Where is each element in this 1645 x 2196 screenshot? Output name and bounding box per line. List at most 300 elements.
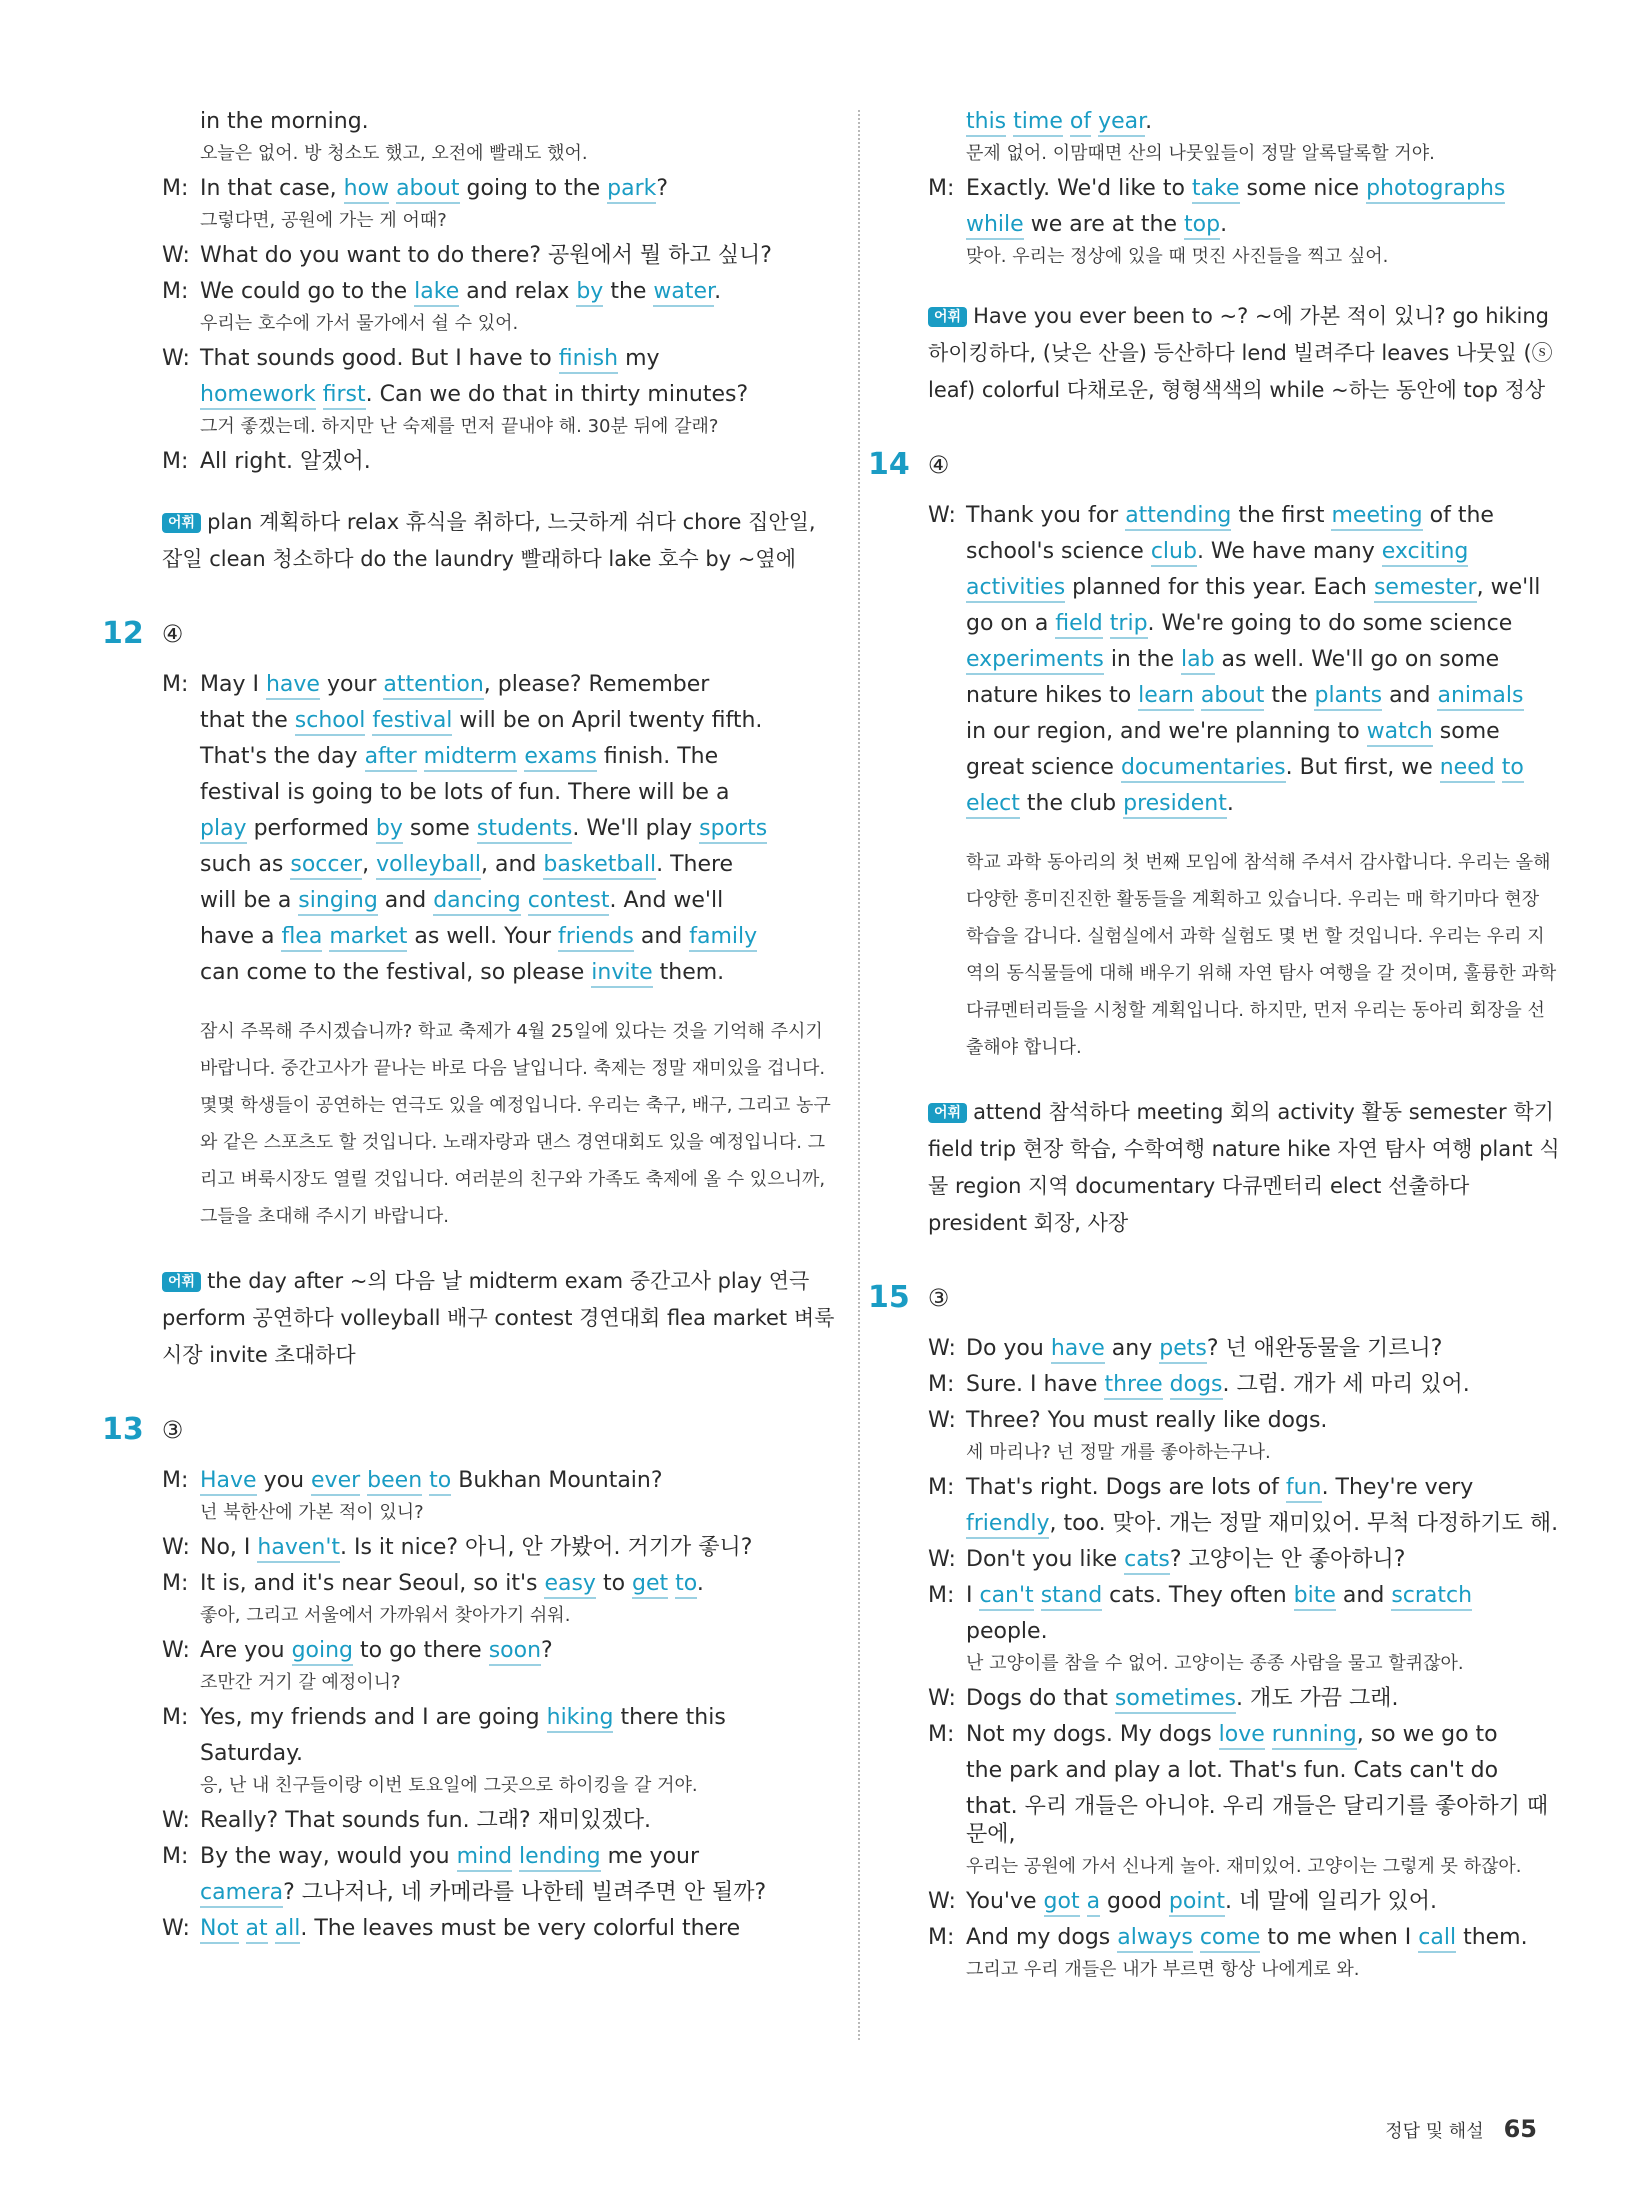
dialog-line: M: In that case, how about going to the park? [162, 175, 842, 203]
dialog-line [162, 743, 842, 771]
blank-answer: to [1502, 755, 1524, 783]
blank-answer: dogs [1170, 1372, 1223, 1400]
text-run: the park and play a lot. That's fun. Cats can't do [966, 1758, 1499, 1783]
text-run: go on a [966, 611, 1056, 636]
blank-answer: fun [1286, 1475, 1322, 1503]
blank-answer: flea [281, 924, 322, 952]
question-header [868, 447, 1560, 482]
korean-translation: 학교 과학 동아리의 첫 번째 모임에 참석해 주셔서 감사합니다. 우리는 올해 다양한 흥미진진한 활동들을 계획하고 있습니다. 우리는 매 학기마다 현장 학습을 갑니다. 실험실에서 과학 실험도 몇 번 할 것입니다. 우리는 우리 지역의 동식물들에 대해 배우기 위해 자연 탐사 여행을 갈 것이며, 훌륭한 과학 다큐멘터리들을 시청할 계획입니다. 하지만, 먼저 우리는 동아리 회장을 선출해야 합니다. [966, 852, 1557, 1058]
text-run: performed [246, 816, 376, 841]
dialog-line: W: That sounds good. But I have to finish my [162, 345, 842, 373]
text-run: Saturday. [200, 1741, 303, 1766]
text-run: . [1226, 791, 1234, 816]
text-run: school's science [966, 539, 1151, 564]
text-run: . 네 말에 일리가 있어. [1225, 1889, 1437, 1914]
blank-answer: documentaries [1121, 755, 1286, 783]
blank-answer: sometimes [1115, 1686, 1236, 1714]
korean-translation: 우리는 공원에 가서 신나게 놀아. 재미있어. 고양이는 그렇게 못 하잖아. [966, 1856, 1522, 1877]
blank-answer: top [1184, 212, 1220, 240]
speaker-label: W: [928, 1889, 956, 1914]
dialog-line [162, 671, 842, 699]
blank-answer: dancing [433, 888, 521, 916]
blank-answer: always [1117, 1925, 1193, 1953]
speaker-label: W: [162, 243, 190, 268]
blank-answer: three [1104, 1372, 1162, 1400]
korean-translation: 맞아. 우리는 정상에 있을 때 멋진 사진들을 찍고 싶어. [966, 246, 1389, 267]
blank-answer: family [689, 924, 757, 952]
speaker-label: M: [928, 1925, 955, 1950]
question-header [102, 1412, 842, 1447]
blank-answer: year [1098, 109, 1145, 137]
vocab-box: 어휘 attend 참석하다 meeting 회의 activity 활동 semester 학기 field trip 현장 학습, 수학여행 nature hike 자연 탐사 여행 plant 식물 region 지역 documentary 다큐멘터리 elect 선출하다 president 회장, 사장 [928, 1100, 1560, 1235]
dialog-line [162, 1534, 842, 1562]
text-run: that. 우리 개들은 아니야. 우리 개들은 달리기를 좋아하기 때문에, [966, 1794, 1549, 1847]
question-number: 13 [102, 1412, 144, 1447]
dialog-line [928, 1757, 1560, 1785]
text-run: Really? That sounds fun. 그래? 재미있겠다. [200, 1808, 651, 1833]
text-run: some [402, 816, 477, 841]
text-run: some [1432, 719, 1500, 744]
blank-answer: come [1200, 1925, 1261, 1953]
blank-answer: attending [1125, 503, 1231, 531]
blank-answer: homework [200, 382, 316, 410]
blank-answer: finish [559, 346, 618, 374]
blank-answer: get [632, 1571, 668, 1599]
blank-answer: animals [1437, 683, 1523, 711]
text-run [1163, 1372, 1170, 1397]
dialog-line: homework first. Can we do that in thirty minutes? [162, 381, 842, 409]
dialog-line [162, 887, 842, 915]
text-run: May I [200, 672, 266, 697]
vocab-tag: 어휘 [162, 1272, 201, 1292]
text-run: , and [481, 852, 544, 877]
text-run [1265, 1722, 1272, 1747]
dialog-line [928, 646, 1560, 674]
blank-answer: point [1169, 1889, 1225, 1917]
page-number: 65 [1503, 2115, 1537, 2143]
text-run: , we'll [1476, 575, 1541, 600]
speaker-label: M: [162, 1844, 189, 1869]
text-run [1080, 1889, 1087, 1914]
text-run: . And we'll [609, 888, 724, 913]
text-run: . 그럼. 개가 세 마리 있어. [1222, 1372, 1470, 1397]
vocab-box: 어휘 plan 계획하다 relax 휴식을 취하다, 느긋하게 쉬다 chore 집안일, 잡일 clean 청소하다 do the laundry 빨래하다 lake 호수 by ~옆에 [162, 510, 816, 571]
text-run: finish. The [596, 744, 719, 769]
blank-answer: Have [200, 1468, 257, 1496]
blank-answer: market [329, 924, 407, 952]
blank-answer: pets [1159, 1336, 1207, 1364]
blank-answer: can't [979, 1583, 1033, 1611]
dialog-line [162, 1879, 842, 1907]
text-run: Yes, my friends and I are going [200, 1705, 547, 1730]
text-run: It is, and it's near Seoul, so it's [200, 1571, 545, 1596]
blank-answer: club [1151, 539, 1197, 567]
blank-answer: by [376, 816, 403, 844]
blank-answer: students [477, 816, 573, 844]
text-run: the [1264, 683, 1315, 708]
korean-translation: 문제 없어. 이맘때면 산의 나뭇잎들이 정말 알록달록할 거야. [966, 143, 1435, 164]
text-run: . There [656, 852, 734, 877]
text-run: have a [200, 924, 282, 949]
text-run: the first [1231, 503, 1332, 528]
text-run: , please? Remember [483, 672, 710, 697]
blank-answer: lending [519, 1844, 601, 1872]
blank-answer: elect [966, 791, 1020, 819]
text-run: . We have many [1196, 539, 1382, 564]
korean-translation: 난 고양이를 참을 수 없어. 고양이는 종종 사람을 물고 할퀴잖아. [966, 1653, 1464, 1674]
text-run: . They're very [1321, 1475, 1474, 1500]
dialog-line [162, 707, 842, 735]
blank-answer: going [292, 1638, 353, 1666]
dialog-line [162, 959, 842, 987]
text-run: . But first, we [1285, 755, 1440, 780]
text-run: , [362, 852, 377, 877]
korean-translation: 응, 난 내 친구들이랑 이번 토요일에 그곳으로 하이킹을 갈 거야. [200, 1775, 698, 1796]
blank-answer: to [675, 1571, 697, 1599]
text-run: any [1104, 1336, 1160, 1361]
speaker-label: W: [162, 1916, 190, 1941]
speaker-label: M: [928, 1372, 955, 1397]
blank-answer: been [367, 1468, 422, 1496]
text-run: in the [1103, 647, 1181, 672]
dialog-line [162, 1807, 842, 1835]
blank-answer: have [1051, 1336, 1105, 1364]
text-run: Three? You must really like dogs. [966, 1408, 1328, 1433]
dialog-line [928, 682, 1560, 710]
blank-answer: experiments [966, 647, 1104, 675]
vocab-tag: 어휘 [928, 1103, 967, 1123]
text-run: and [633, 924, 690, 949]
text-run: to me when I [1260, 1925, 1419, 1950]
dialog-line [928, 1407, 1560, 1435]
text-run [1193, 1925, 1200, 1950]
text-run: Thank you for [966, 503, 1126, 528]
blank-answer: volleyball [376, 852, 481, 880]
question-header [868, 1280, 1560, 1315]
dialog-block [928, 1335, 1560, 1983]
speaker-label: M: [162, 176, 189, 201]
dialog-line [928, 1888, 1560, 1916]
speech-block [928, 502, 1560, 818]
text-run: in our region, and we're planning to [966, 719, 1367, 744]
blank-answer: midterm [424, 744, 518, 772]
blank-answer: need [1440, 755, 1495, 783]
dialog-line [162, 1915, 842, 1943]
text-run: me your [600, 1844, 700, 1869]
blank-answer: about [396, 176, 459, 204]
text-run [239, 1916, 246, 1941]
speaker-label: M: [162, 1705, 189, 1730]
text-run: festival is going to be lots of fun. There will be a [200, 780, 730, 805]
blank-answer: Not [200, 1916, 239, 1944]
korean-translation: 그렇다면, 공원에 가는 게 어때? [200, 210, 447, 231]
korean-translation: 그거 좋겠는데. 하지만 난 숙제를 먼저 끝내야 해. 30분 뒤에 갈래? [200, 416, 719, 437]
blank-answer: meeting [1331, 503, 1422, 531]
blank-answer: bite [1294, 1583, 1336, 1611]
speech-block [162, 671, 842, 987]
dialog-line [928, 502, 1560, 530]
left-column [102, 108, 842, 1951]
dialog-line [162, 815, 842, 843]
text-run: . We'll play [572, 816, 700, 841]
text-run: can come to the festival, so please [200, 960, 592, 985]
speaker-label: M: [928, 176, 955, 201]
dialog-line [928, 610, 1560, 638]
dialog-line [928, 790, 1560, 818]
answer-choice: ③ [161, 1415, 184, 1444]
question-number: 12 [102, 616, 144, 651]
blank-answer: first [323, 382, 366, 410]
blank-answer: haven't [257, 1535, 340, 1563]
text-run: cats. They often [1102, 1583, 1294, 1608]
text-run: ? 그나저나, 네 카메라를 나한테 빌려주면 안 될까? [283, 1880, 767, 1905]
text-run: them. [652, 960, 725, 985]
blank-answer: invite [591, 960, 652, 988]
blank-answer: camera [200, 1880, 283, 1908]
vocab-box: 어휘 the day after ~의 다음 날 midterm exam 중간고사 play 연극 perform 공연하다 volleyball 배구 contest 경연대회 flea market 벼룩시장 invite 초대하다 [162, 1269, 835, 1367]
blank-answer: plants [1314, 683, 1382, 711]
blank-answer: semester [1374, 575, 1477, 603]
dialog-line [928, 1510, 1560, 1538]
speaker-label: M: [162, 1571, 189, 1596]
dialog-line [162, 1637, 842, 1665]
dialog-line: in the morning. [200, 109, 369, 134]
dialog-line [162, 851, 842, 879]
text-run: Dogs do that [966, 1686, 1115, 1711]
speaker-label: W: [928, 1686, 956, 1711]
blank-answer: soon [489, 1638, 541, 1666]
dialog-line [928, 1371, 1560, 1399]
speaker-label: W: [162, 1638, 190, 1663]
blank-answer: friendly [966, 1511, 1049, 1539]
speaker-label: M: [162, 279, 189, 304]
blank-answer: exciting [1382, 539, 1469, 567]
blank-answer: activities [966, 575, 1065, 603]
blank-answer: lake [414, 279, 459, 307]
dialog-line [162, 1740, 842, 1768]
text-run: good [1100, 1889, 1169, 1914]
dialog-line [928, 574, 1560, 602]
text-run: That's the day [200, 744, 365, 769]
dialog-line: W: What do you want to do there? 공원에서 뭘 하고 싶니? [162, 243, 772, 268]
blank-answer: this [966, 109, 1006, 137]
dialog-line [928, 1618, 1560, 1646]
dialog-line: M: All right. 알겠어. [162, 449, 371, 474]
korean-translation: 오늘은 없어. 방 청소도 했고, 오전에 빨래도 했어. [200, 143, 588, 164]
dialog-line [162, 1467, 842, 1495]
answer-choice: ④ [161, 619, 184, 648]
speaker-label: M: [162, 449, 189, 474]
blank-answer: singing [298, 888, 378, 916]
blank-answer: stand [1041, 1583, 1102, 1611]
text-run: some nice [1239, 176, 1367, 201]
speaker-label: W: [162, 346, 190, 371]
blank-answer: president [1123, 791, 1227, 819]
blank-answer: park [607, 176, 656, 204]
text-run: , too. 맞아. 개는 정말 재미있어. 무척 다정하기도 해. [1049, 1511, 1559, 1536]
dialog-line [928, 1546, 1560, 1574]
korean-translation: 세 마리나? 넌 정말 개를 좋아하는구나. [966, 1442, 1271, 1463]
blank-answer: attention [383, 672, 483, 700]
blank-answer: basketball [543, 852, 656, 880]
text-run: No, I [200, 1535, 258, 1560]
speaker-label: W: [928, 1547, 956, 1572]
text-run: and [1382, 683, 1438, 708]
text-run: That's right. Dogs are lots of [966, 1475, 1286, 1500]
question-number: 14 [868, 447, 910, 482]
text-run: . The leaves must be very colorful there [300, 1916, 741, 1941]
question-header [102, 616, 842, 651]
blank-answer: water [653, 279, 714, 307]
vocab-box: 어휘 Have you ever been to ~? ~에 가본 적이 있니? go hiking 하이킹하다, (낮은 산을) 등산하다 lend 빌려주다 leaves 나뭇잎 (ⓢ leaf) colorful 다채로운, 형형색색의 while ~하는 동안에 top 정상 [928, 304, 1553, 402]
blank-answer: ever [311, 1468, 360, 1496]
blank-answer: to [429, 1468, 451, 1496]
text-run: the club [1019, 791, 1124, 816]
text-run: of the [1422, 503, 1494, 528]
text-run [1063, 109, 1070, 134]
dialog-line [928, 718, 1560, 746]
blank-answer: while [966, 212, 1024, 240]
speaker-label: W: [928, 1408, 956, 1433]
text-run [268, 1916, 275, 1941]
blank-answer: exams [524, 744, 597, 772]
blank-answer: of [1070, 109, 1091, 137]
text-run: And my dogs [966, 1925, 1118, 1950]
blank-answer: running [1272, 1722, 1357, 1750]
dialog-line [928, 1793, 1560, 1849]
text-run: will be a [200, 888, 299, 913]
text-run: and [377, 888, 434, 913]
blank-answer: school [295, 708, 366, 736]
answer-choice: ④ [927, 450, 950, 479]
speaker-label: W: [928, 1336, 956, 1361]
text-run: Bukhan Mountain? [451, 1468, 663, 1493]
column-divider [858, 110, 860, 2040]
blank-answer: call [1418, 1925, 1456, 1953]
text-run: them. [1456, 1925, 1528, 1950]
page-footer [1385, 2115, 1537, 2143]
blank-answer: how [344, 176, 389, 204]
blank-answer: all [275, 1916, 301, 1944]
text-run: will be on April twenty fifth. [452, 708, 763, 733]
dialog-line [162, 1843, 842, 1871]
text-run [1495, 755, 1502, 780]
blank-answer: love [1219, 1722, 1265, 1750]
text-run: . [696, 1571, 704, 1596]
text-run: . Is it nice? 아니, 안 가봤어. 거기가 좋니? [340, 1535, 753, 1560]
speaker-label: M: [928, 1583, 955, 1608]
dialog-line [928, 1335, 1560, 1363]
text-run: . We're going to do some science [1147, 611, 1513, 636]
blank-answer: trip [1110, 611, 1148, 639]
blank-answer: easy [544, 1571, 596, 1599]
text-run: I [966, 1583, 980, 1608]
text-run: to [595, 1571, 633, 1596]
blank-answer: field [1055, 611, 1102, 639]
text-run: . [1220, 212, 1228, 237]
blank-answer: soccer [290, 852, 362, 880]
blank-answer: after [365, 744, 417, 772]
korean-translation: 넌 북한산에 가본 적이 있니? [200, 1502, 424, 1523]
speaker-label: M: [162, 1468, 189, 1493]
korean-translation: 우리는 호수에 가서 물가에서 쉴 수 있어. [200, 313, 519, 334]
vocab-tag: 어휘 [928, 307, 967, 327]
dialog-line [928, 1924, 1560, 1952]
blank-answer: mind [457, 1844, 512, 1872]
text-run: Are you [200, 1638, 292, 1663]
text-run: . [1145, 109, 1153, 134]
question-number: 15 [868, 1280, 910, 1315]
text-run: Do you [966, 1336, 1051, 1361]
text-run [1034, 1583, 1041, 1608]
blank-answer: scratch [1391, 1583, 1472, 1611]
blank-answer: photographs [1366, 176, 1505, 204]
blank-answer: got [1044, 1889, 1080, 1917]
text-run [417, 744, 424, 769]
dialog-line [928, 175, 1560, 203]
blank-answer: contest [528, 888, 610, 916]
blank-answer: play [200, 816, 247, 844]
text-run: , so we go to [1356, 1722, 1498, 1747]
blank-answer: friends [558, 924, 634, 952]
dialog-line [928, 1685, 1560, 1713]
text-run: Don't you like [966, 1547, 1125, 1572]
dialog-line [928, 1582, 1560, 1610]
speaker-label: M: [928, 1722, 955, 1747]
blank-answer: about [1201, 683, 1264, 711]
blank-answer: learn [1138, 683, 1194, 711]
text-run: By the way, would you [200, 1844, 457, 1869]
korean-translation: 조만간 거기 갈 예정이니? [200, 1672, 401, 1693]
korean-translation: 잠시 주목해 주시겠습니까? 학교 축제가 4월 25일에 있다는 것을 기억해 주시기 바랍니다. 중간고사가 끝나는 바로 다음 날입니다. 축제는 정말 재미있을 겁니다. 몇몇 학생들이 공연하는 연극도 있을 예정입니다. 우리는 축구, 배구, 그리고 농구와 같은 스포츠도 할 것입니다. 노래자랑과 댄스 경연대회도 있을 예정입니다. 그리고 벼룩시장도 열릴 것입니다. 여러분의 친구와 가족도 축제에 올 수 있으니까, 그들을 초대해 주시기 바랍니다. [200, 1021, 831, 1227]
blank-answer: by [576, 279, 603, 307]
text-run: Exactly. We'd like to [966, 176, 1192, 201]
text-run: and [1335, 1583, 1392, 1608]
blank-answer: sports [699, 816, 767, 844]
dialog-line [162, 923, 842, 951]
text-run [1103, 611, 1110, 636]
dialog-line [928, 754, 1560, 782]
text-run: as well. Your [407, 924, 559, 949]
dialog-line [162, 1570, 842, 1598]
text-run: we are at the [1023, 212, 1184, 237]
text-run: ? 넌 애완동물을 기르니? [1206, 1336, 1443, 1361]
dialog-line [162, 779, 842, 807]
footer-label: 정답 및 해설 [1385, 2121, 1484, 2142]
text-run: as well. We'll go on some [1214, 647, 1500, 672]
dialog-line [162, 1704, 842, 1732]
korean-translation: 그리고 우리 개들은 내가 부르면 항상 나에게로 와. [966, 1959, 1360, 1980]
blank-answer: have [266, 672, 320, 700]
dialog-line [928, 108, 1560, 136]
text-run: to go there [353, 1638, 489, 1663]
dialog-block [162, 1467, 842, 1943]
blank-answer: lab [1181, 647, 1215, 675]
text-run: nature hikes to [966, 683, 1139, 708]
text-run [512, 1844, 519, 1869]
korean-translation: 좋아, 그리고 서울에서 가까워서 찾아가기 쉬워. [200, 1605, 571, 1626]
speaker-label: M: [928, 1475, 955, 1500]
blank-answer: time [1013, 109, 1063, 137]
speaker-label: W: [162, 1808, 190, 1833]
answer-choice: ③ [927, 1283, 950, 1312]
speaker-label: W: [162, 1535, 190, 1560]
dialog-line [928, 538, 1560, 566]
text-run: people. [966, 1619, 1048, 1644]
text-run: planned for this year. Each [1065, 575, 1374, 600]
right-column [868, 108, 1560, 1991]
speaker-label: M: [162, 672, 189, 697]
